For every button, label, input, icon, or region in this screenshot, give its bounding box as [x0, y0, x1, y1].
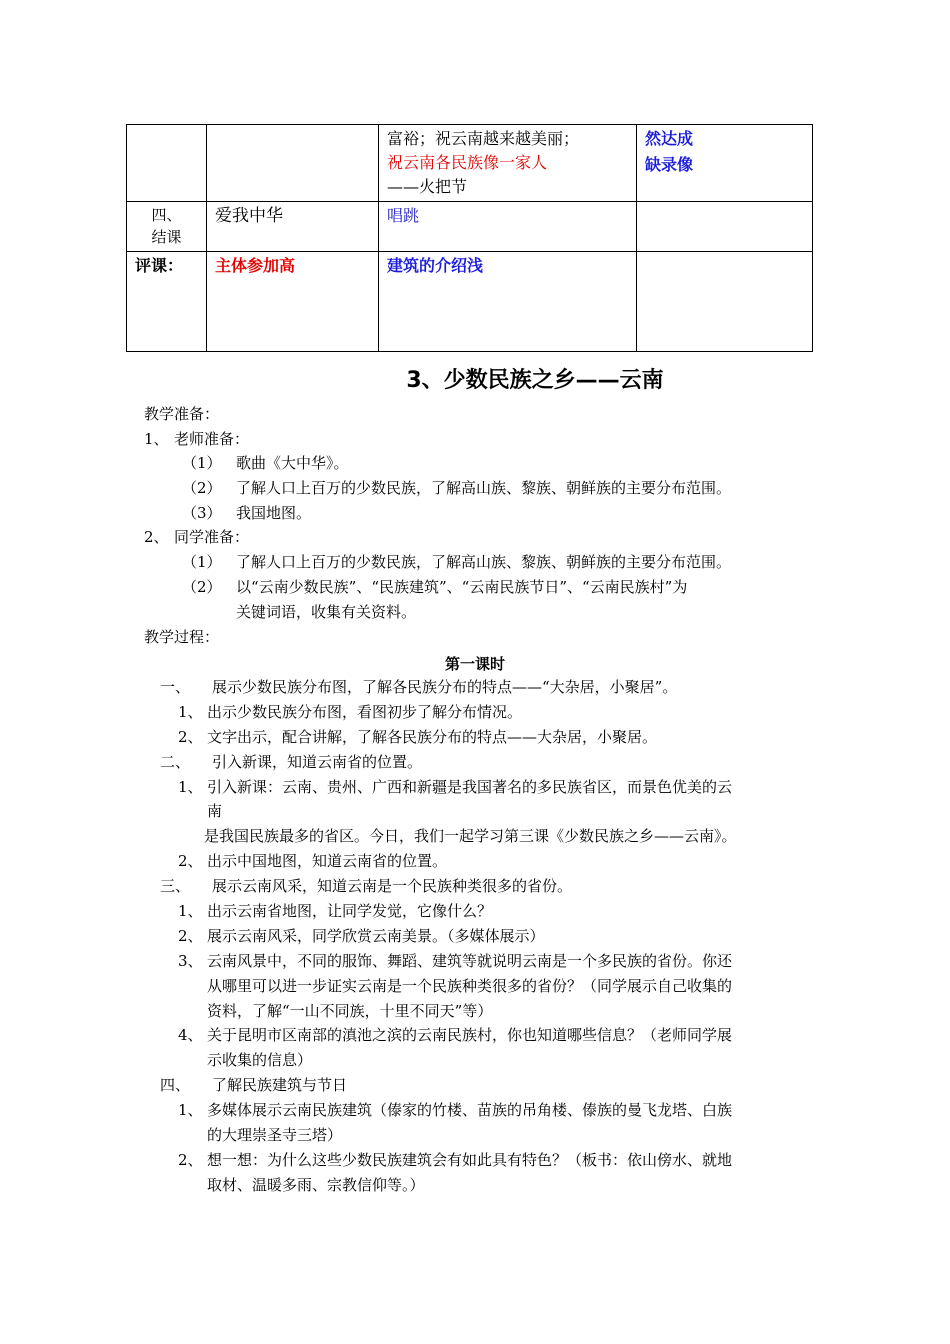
- table-cell: [127, 252, 207, 352]
- table-cell: [379, 252, 637, 352]
- cell-text: 主体参加高: [215, 256, 296, 275]
- list-number: 1、: [144, 430, 169, 448]
- list-item: 展示少数民族分布图，了解各民族分布的特点——“大杂居，小聚居”。: [212, 678, 678, 696]
- list-item: 资料，了解“一山不同族，十里不同天”等）: [207, 1002, 493, 1020]
- page-title: 3、少数民族之乡——云南: [406, 368, 664, 393]
- list-item: 出示中国地图，知道云南省的位置。: [207, 852, 448, 870]
- lesson-plan-table: [126, 124, 813, 352]
- cell-text: 建筑的介绍浅: [387, 256, 484, 275]
- list-number: 四、: [160, 1076, 191, 1094]
- list-number: （2）: [182, 578, 222, 596]
- lesson-heading: 第一课时: [444, 655, 505, 673]
- table-cell: [127, 125, 207, 202]
- list-number: 4、: [178, 1026, 203, 1044]
- list-item: 老师准备：: [174, 430, 250, 448]
- list-item: 展示云南风采，知道云南是一个民族种类很多的省份。: [212, 877, 573, 895]
- list-item: 我国地图。: [236, 504, 312, 522]
- table-row: [127, 202, 813, 252]
- list-item: 出示少数民族分布图，看图初步了解分布情况。: [207, 703, 523, 721]
- table-cell: [207, 125, 379, 202]
- list-number: 1、: [178, 703, 203, 721]
- list-item: 关于昆明市区南部的滇池之滨的云南民族村，你也知道哪些信息？（老师同学展: [207, 1026, 733, 1044]
- list-item: 多媒体展示云南民族建筑（傣家的竹楼、苗族的吊角楼、傣族的曼飞龙塔、白族: [207, 1101, 733, 1119]
- cell-text: 唱跳: [387, 206, 420, 225]
- list-item: 引入新课：云南、贵州、广西和新疆是我国著名的多民族省区，而景色优美的云: [207, 778, 733, 796]
- list-item: 引入新课，知道云南省的位置。: [212, 753, 423, 771]
- table-cell: [379, 202, 637, 252]
- list-item: 了解民族建筑与节日: [212, 1076, 348, 1094]
- list-number: 2、: [178, 1151, 203, 1169]
- list-item: 歌曲《大中华》。: [236, 454, 349, 472]
- table-cell: [207, 252, 379, 352]
- list-item: 关键词语，收集有关资料。: [236, 603, 417, 621]
- list-number: （3）: [182, 504, 222, 522]
- table-cell: [127, 202, 207, 252]
- list-item: 是我国民族最多的省区。今日，我们一起学习第三课《少数民族之乡——云南》。: [204, 827, 737, 845]
- list-item: 了解人口上百万的少数民族，了解高山族、黎族、朝鲜族的主要分布范围。: [236, 553, 732, 571]
- table-cell: [637, 252, 813, 352]
- cell-text: ——火把节: [387, 177, 468, 196]
- list-item: 了解人口上百万的少数民族，了解高山族、黎族、朝鲜族的主要分布范围。: [236, 479, 732, 497]
- list-number: 1、: [178, 1101, 203, 1119]
- list-item: 从哪里可以进一步证实云南是一个民族种类很多的省份？（同学展示自己收集的: [207, 977, 733, 995]
- list-item: 南: [207, 802, 223, 820]
- cell-text: 评课：: [135, 256, 184, 275]
- list-number: 一、: [160, 678, 191, 696]
- list-number: 3、: [178, 952, 203, 970]
- list-item: 云南风景中，不同的服饰、舞蹈、建筑等就说明云南是一个多民族的省份。你还: [207, 952, 733, 970]
- list-number: 2、: [144, 528, 169, 546]
- table-row: [127, 252, 813, 352]
- table-cell: [207, 202, 379, 252]
- list-item: 同学准备：: [174, 528, 250, 546]
- list-number: 1、: [178, 778, 203, 796]
- list-number: （2）: [182, 479, 222, 497]
- list-number: 2、: [178, 728, 203, 746]
- list-number: 1、: [178, 902, 203, 920]
- table-cell: [379, 125, 637, 202]
- cell-text: 缺录像: [645, 155, 694, 174]
- table-row: [127, 125, 813, 202]
- section-heading: 教学过程：: [144, 628, 220, 646]
- list-item: 以“云南少数民族”、“民族建筑”、“云南民族节日”、“云南民族村”为: [236, 578, 688, 596]
- list-item: 示收集的信息）: [207, 1051, 313, 1069]
- list-item: 的大理崇圣寺三塔）: [207, 1126, 343, 1144]
- cell-text: 爱我中华: [215, 206, 283, 226]
- list-number: 2、: [178, 852, 203, 870]
- list-item: 文字出示，配合讲解，了解各民族分布的特点——大杂居，小聚居。: [207, 728, 658, 746]
- table-cell: [637, 125, 813, 202]
- list-number: （1）: [182, 553, 222, 571]
- list-number: 二、: [160, 753, 191, 771]
- list-number: 2、: [178, 927, 203, 945]
- list-item: 想一想：为什么这些少数民族建筑会有如此具有特色？（板书：依山傍水、就地: [207, 1151, 733, 1169]
- table-cell: [637, 202, 813, 252]
- list-number: （1）: [182, 454, 222, 472]
- list-item: 取材、温暖多雨、宗教信仰等。）: [207, 1176, 425, 1194]
- cell-text: 然达成: [645, 129, 694, 148]
- section-heading: 教学准备：: [144, 405, 220, 423]
- cell-text: 富裕；祝云南越来越美丽；: [387, 129, 580, 148]
- list-number: 三、: [160, 877, 191, 895]
- cell-text: 祝云南各民族像一家人: [387, 153, 548, 172]
- list-item: 展示云南风采，同学欣赏云南美景。（多媒体展示）: [207, 927, 545, 945]
- list-item: 出示云南省地图，让同学发觉，它像什么？: [207, 902, 493, 920]
- cell-text: 四、结课: [151, 206, 182, 246]
